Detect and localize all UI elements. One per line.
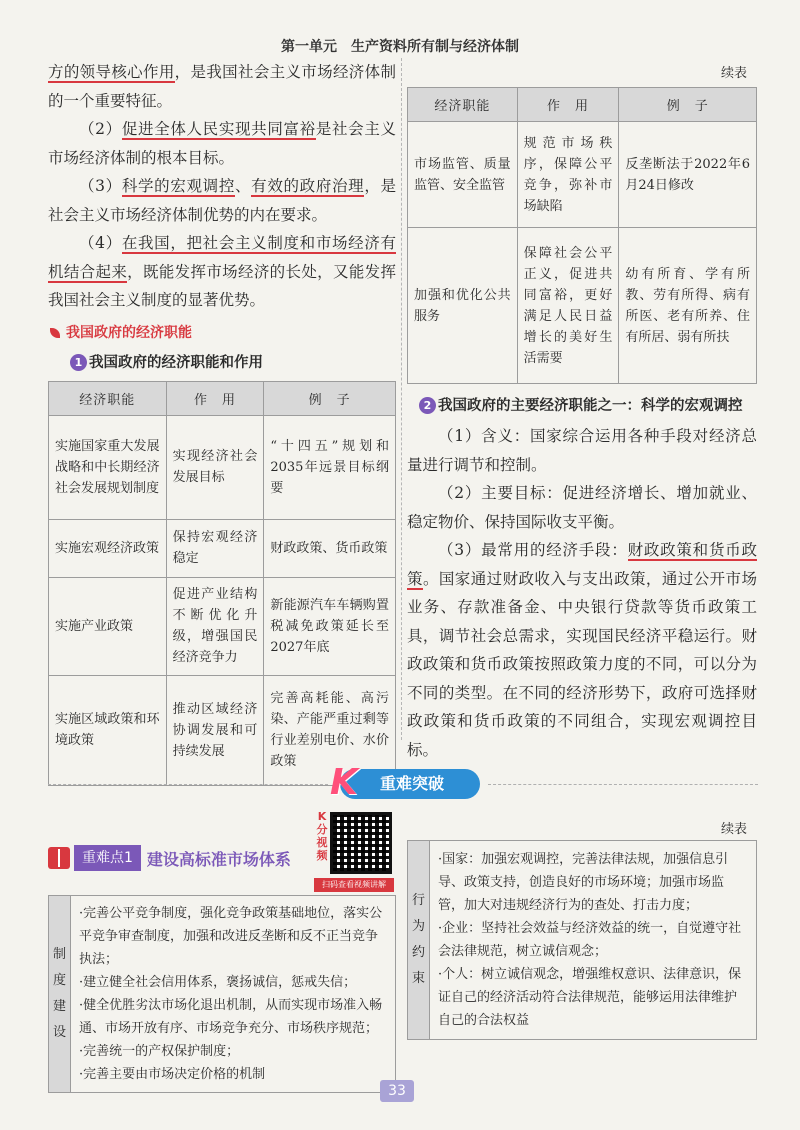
table-header: 经济职能 [408,88,518,122]
table-header-row [49,381,396,415]
table-header-row [408,88,757,122]
table-cell: 幼有所育、学有所教、劳有所得、病有所医、老有所养、住有所居、弱有所扶 [619,228,757,384]
table-cell: 规范市场秩序，保障公平竞争，弥补市场缺陷 [517,122,619,228]
numbered-heading-title: 我国政府的主要经济职能之一：科学的宏观调控 [438,398,743,414]
table-row [49,415,396,519]
text: 是社会主义市场经济体制的根本目标。 [48,120,396,167]
functions-table [48,381,396,786]
table-cell: 反垄断法于2022年6月24日修改 [619,122,757,228]
behavior-constraint-table [407,840,757,1040]
numbered-heading-2 [419,392,757,420]
table-cell: 保持宏观经济稳定 [166,519,264,577]
table-header: 经济职能 [49,381,167,415]
list-item: ·企业：坚持社会效益与经济效益的统一，自觉遵守社会法律规范，树立诚信观念； [438,921,742,959]
row-label: 行为约束 [408,841,430,1040]
continued-label: 续表 [720,822,747,837]
section-title: 我国政府的经济职能 [66,324,192,341]
banner-line-right [488,784,758,785]
key-point-tag: 重难点1 [74,845,141,871]
table-cell: 实施产业政策 [49,577,167,675]
paragraph-2 [48,115,396,172]
text: 、 [235,177,252,195]
section-heading [50,321,396,345]
banner-line-left [48,784,328,785]
table-header: 例 子 [264,381,396,415]
number-badge: 1 [70,354,87,371]
list-item: ·建立健全社会信用体系，褒扬诚信，惩戒失信； [79,975,357,990]
text: （2） [79,120,122,138]
box-content [71,896,396,1093]
table-cell: 加强和优化公共服务 [408,228,518,384]
left-column [48,58,396,786]
table-header: 作 用 [166,381,264,415]
institution-building-table [48,895,396,1093]
paragraph-means [407,536,757,764]
underlined-text: 在我国，把社会主义制度和市场经济有机结合起来 [48,234,396,281]
book-icon [48,847,70,869]
list-item: ·个人：树立诚信观念，增强维权意识、法律意识，保证自己的经济活动符合法律规范，能够运用法律维护自己的合法权益 [438,967,742,1028]
underlined-text: 财政政策和货币政策 [407,541,757,588]
table-cell: 完善高耗能、高污染、产能严重过剩等行业差别电价、水价政策 [264,675,396,785]
table-row [49,577,396,675]
list-item: ·健全优胜劣汰市场化退出机制，从而实现市场准入畅通、市场开放有序、市场竞争充分、市场秩序规范； [79,998,383,1036]
table-header: 作 用 [517,88,619,122]
banner-title: 重难突破 [340,769,480,799]
table-cell: 实现经济社会发展目标 [166,415,264,519]
numbered-heading-title: 我国政府的经济职能和作用 [89,354,263,371]
text: ，既能发挥市场经济的长处，又能发挥我国社会主义制度的显著优势。 [48,262,396,309]
right-column [407,62,757,764]
continued-label: 续表 [720,66,747,81]
list-item: ·完善公平竞争制度，强化竞争政策基础地位，落实公平竞争审查制度，加强和改进反垄断和反不正当竞争执法； [79,906,383,967]
table-cell: 实施区域政策和环境政策 [49,675,167,785]
paragraph-meaning: （1）含义：国家综合运用各种手段对经济总量进行调节和控制。 [407,427,757,474]
page-number: 33 [380,1080,414,1102]
box-content [430,841,757,1040]
text: ，是社会主义市场经济体制优势的内在要求。 [48,177,396,224]
text: （3）最常用的经济手段： [438,541,628,559]
table-cell: 促进产业结构不断优化升级，增强国民经济竞争力 [166,577,264,675]
page-header: 第一单元 生产资料所有制与经济体制 [281,39,519,55]
paragraph-3 [48,172,396,229]
text: 。国家通过财政收入与支出政策，通过公开市场业务、存款准备金、中央银行贷款等货币政策工具，调节社会总需求，实现国民经济平稳运行。财政政策和货币政策按照政策力度的不同，可以分为不同的类型。在不同的经济形势下，政府可选择财政政策和货币政策的不同组合，实现宏观调控目标。 [407,569,757,759]
qr-caption: 扫码查看视频讲解 [314,878,394,892]
table-row [49,519,396,577]
video-label: K分视频 [316,810,328,862]
underlined-text: 方的领导核心作用 [48,63,175,81]
table-cell: 保障社会公平正义，促进共同富裕，更好满足人民日益增长的美好生活需要 [517,228,619,384]
k-logo-icon: K [330,762,358,803]
leaf-icon [50,328,60,338]
text: ，是我国社会主义市场经济体制的一个重要特征。 [48,63,396,110]
number-badge: 2 [419,397,436,414]
paragraph-1 [48,58,396,115]
list-item: ·完善统一的产权保护制度； [79,1044,240,1059]
table-cell: 实施国家重大发展战略和中长期经济社会发展规划制度 [49,415,167,519]
text: （3） [79,177,122,195]
paragraph-goals: （2）主要目标：促进经济增长、增加就业、稳定物价、保持国际收支平衡。 [407,484,757,531]
table-cell: 财政政策、货币政策 [264,519,396,577]
underlined-text: 有效的政府治理 [251,177,365,195]
table-cell: 新能源汽车车辆购置税减免政策延长至2027年底 [264,577,396,675]
row-label: 制度建设 [49,896,71,1093]
underlined-text: 促进全体人民实现共同富裕 [121,120,316,138]
key-point-heading [48,843,291,873]
table-cell: “十四五”规划和2035年远景目标纲要 [264,415,396,519]
paragraph-4 [48,229,396,315]
table-cell: 市场监管、质量监管、安全监管 [408,122,518,228]
table-cell: 推动区域经济协调发展和可持续发展 [166,675,264,785]
qr-code-icon[interactable] [330,812,392,874]
list-item: ·国家：加强宏观调控，完善法律法规，加强信息引导、政策支持，创造良好的市场环境；加强市场监管，加大对违规经济行为的查处、打击力度； [438,852,729,913]
text: （4） [79,234,122,252]
numbered-heading-1 [70,351,396,375]
column-divider [401,58,402,740]
table-cell: 实施宏观经济政策 [49,519,167,577]
underlined-text: 科学的宏观调控 [121,177,235,195]
key-point-title: 建设高标准市场体系 [146,849,291,869]
table-row [408,122,757,228]
functions-table-continued [407,87,757,384]
table-header: 例 子 [619,88,757,122]
key-points-banner [48,762,758,805]
list-item: ·完善主要由市场决定价格的机制 [79,1067,266,1082]
qr-code-block[interactable] [314,810,394,894]
table-row [408,228,757,384]
